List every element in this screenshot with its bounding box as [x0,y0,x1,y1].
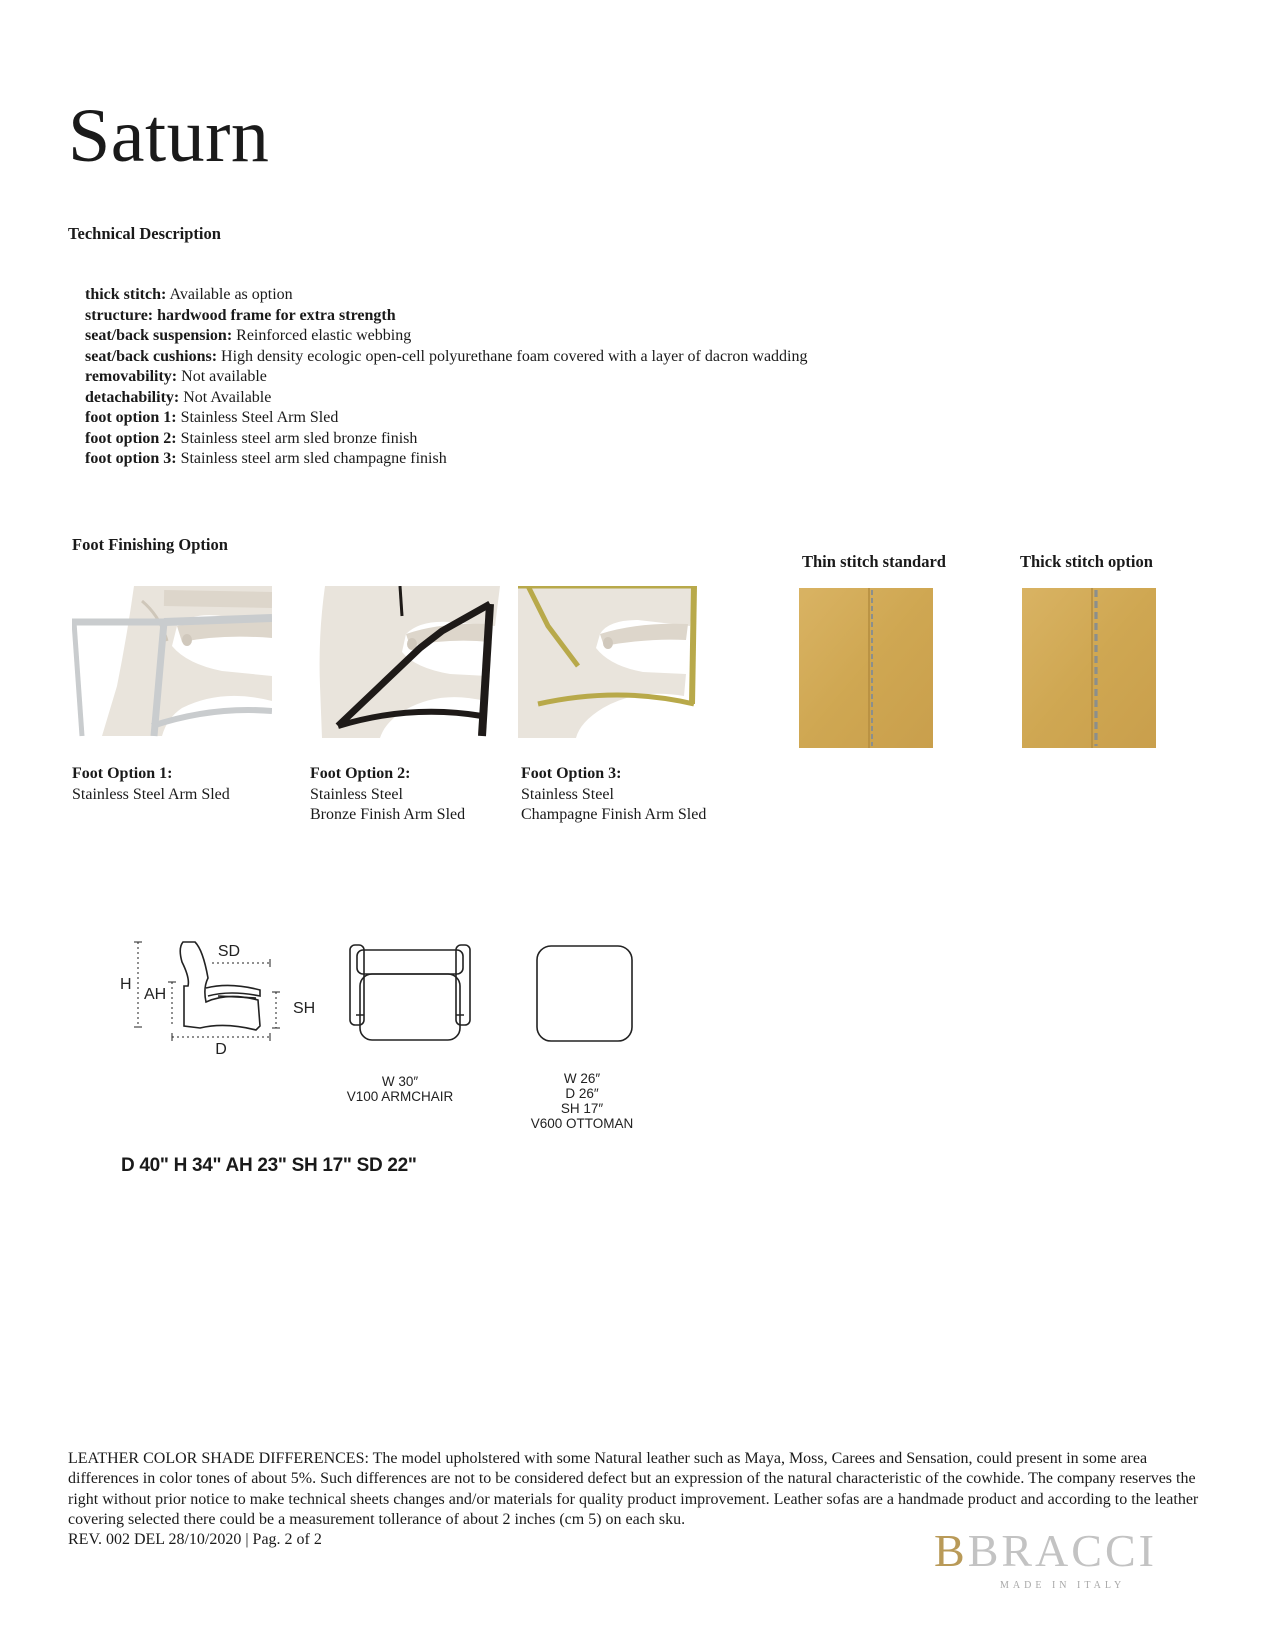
sh-label: SH [293,1000,316,1017]
revision-info: REV. 002 DEL 28/10/2020 | Pag. 2 of 2 [68,1531,322,1548]
foot-option-line: Stainless Steel [310,785,403,803]
armchair-dimensions [310,1074,490,1104]
thick-stitch-heading: Thick stitch option [1020,552,1153,571]
spec-label: removability: [85,368,178,385]
spec-value: Stainless Steel Arm Sled [176,409,339,426]
spec-value: High density ecologic open-cell polyurethane foam covered with a layer of dacron wadding [217,347,808,365]
ottoman-seat-height: SH 17″ [560,1101,604,1116]
ottoman-top-view-drawing [537,946,632,1041]
foot-option-line: Bronze Finish Arm Sled [310,806,466,823]
brand-tagline: MADE IN ITALY [1000,1580,1126,1591]
spec-item [85,408,807,429]
ottoman-depth: D 26″ [565,1086,599,1101]
armchair-width: W 30″ [381,1074,419,1089]
foot-finishing-heading: Foot Finishing Option [72,535,228,554]
thin-stitch-heading: Thin stitch standard [802,552,946,571]
spec-value: Available as option [166,286,293,303]
spec-list [85,285,807,470]
foot-option-line: Champagne Finish Arm Sled [521,806,707,823]
spec-label: foot option 2: [85,429,177,447]
leather-disclaimer: LEATHER COLOR SHADE DIFFERENCES: The model upholstered with some Natural leather such as Maya, Moss, Carees and Sensation, could present in some area differences in color tones of about 5%. Such differences are not to be considered defect but an expression of the natural characteristic of the cowhide. The company reserves the right without prior notice to make technical sheets changes and/or materials for quality product improvement. Leather sofas are a handmade product and according to the leather covering selected there could be a measurement tollerance of about 2 inches (cm 5) on each sku. [68,1450,1199,1528]
foot-option-line: Stainless Steel [521,785,614,803]
spec-label: thick stitch: [85,286,167,303]
ah-label: AH [144,986,167,1003]
brand-logo-mark: B [934,1525,968,1576]
dimension-drawings [110,930,670,1060]
spec-label: foot option 1: [85,409,177,426]
brand-wordmark: BRACCI [967,1525,1157,1576]
sd-label: SD [217,943,241,960]
thin-stitch-swatch [799,588,933,748]
spec-item [85,306,807,327]
d-label: D [215,1041,227,1058]
thick-stitch-swatch [1022,588,1156,748]
ottoman-model: V600 OTTOMAN [530,1116,634,1131]
armchair-model: V100 ARMCHAIR [346,1089,454,1104]
spec-item [85,326,807,347]
spec-item [85,285,807,306]
spec-value: Stainless steel arm sled champagne finish [176,450,447,467]
spec-label: detachability: [85,388,180,406]
foot-option-3-image [518,586,718,738]
dimensions-summary: D 40" H 34" AH 23" SH 17" SD 22" [121,1155,417,1176]
spec-label: seat/back suspension: [85,327,233,344]
ottoman-dimensions [502,1071,662,1131]
foot-option-title: Foot Option 1: [72,765,173,782]
page-title: Saturn [68,94,270,178]
spec-label: foot option 3: [85,450,177,467]
spec-item [85,388,807,409]
foot-option-2-image [310,586,510,738]
spec-item [85,429,807,450]
foot-option-3-caption [521,764,706,826]
armchair-top-view-drawing [350,945,470,1040]
foot-option-2-caption [310,764,465,826]
foot-option-1-image [72,586,272,738]
spec-item [85,367,807,388]
foot-option-title: Foot Option 3: [521,765,622,782]
technical-description-heading: Technical Description [68,224,221,243]
h-label: H [120,976,132,993]
spec-item [85,347,807,368]
ottoman-width: W 26″ [563,1071,601,1086]
spec-value: Not Available [179,388,272,406]
spec-value: Reinforced elastic webbing [232,327,412,344]
foot-option-title: Foot Option 2: [310,765,411,782]
spec-label: structure: hardwood frame for extra strength [85,306,396,324]
brand-logo [934,1525,1157,1576]
spec-value: Not available [177,368,267,385]
spec-label: seat/back cushions: [85,347,218,365]
foot-option-line: Stainless Steel Arm Sled [72,785,230,803]
spec-value: Stainless steel arm sled bronze finish [176,429,418,447]
spec-item [85,449,807,470]
foot-option-1-caption [72,764,230,805]
